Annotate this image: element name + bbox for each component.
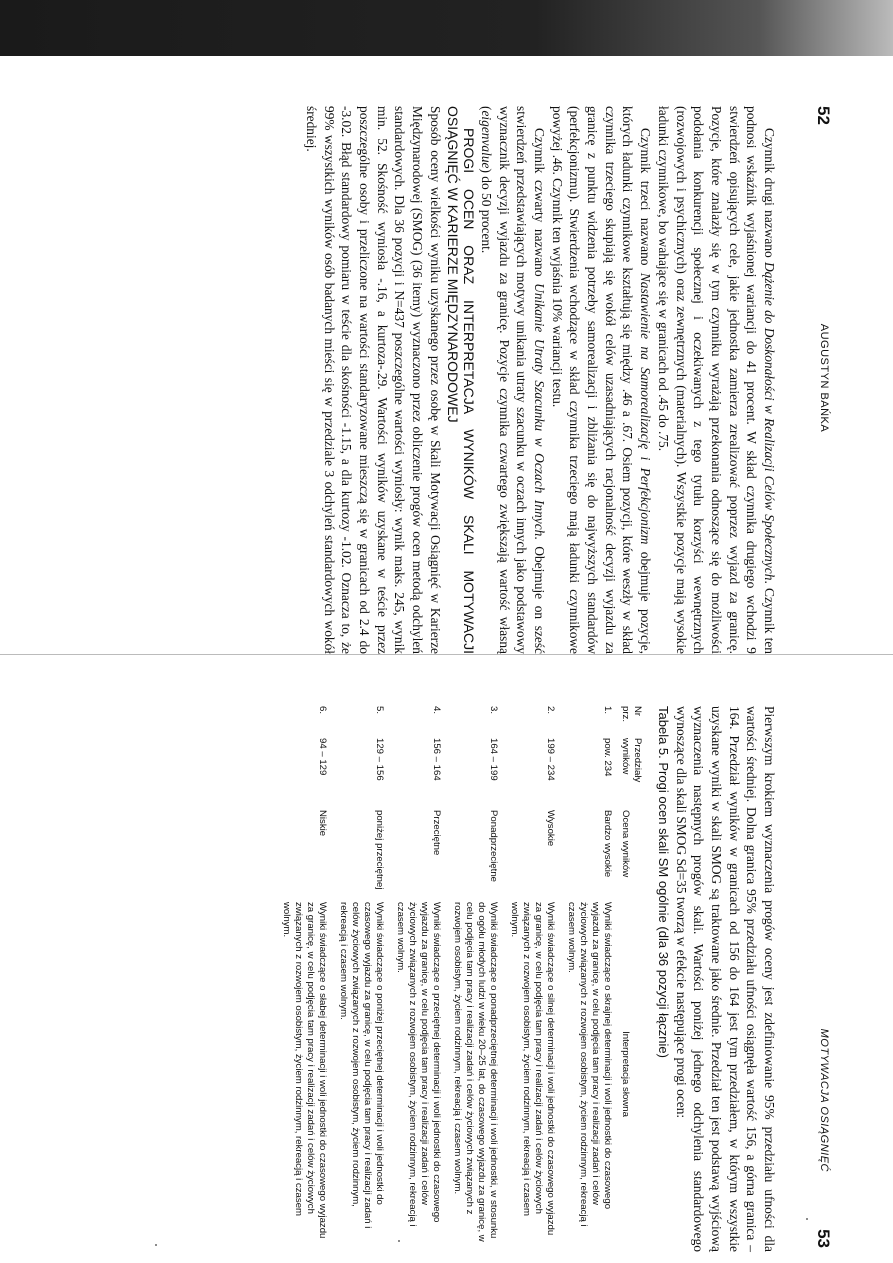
cell-nr: 1.	[602, 706, 614, 715]
cell-interpretation: Wyniki świadczące o silnej determinacji i woli jednostki do czasowego wyjazdu za granicę, w celu podjęcia tam pracy i realizacji zadań i celów życiowych związanych z rozwojem osobistym, życiem rodzinnym, rekreacją i czasem wolnym.	[509, 902, 557, 1236]
cell-range: 164 – 199	[488, 738, 500, 781]
cell-range: 94 – 129	[317, 738, 329, 776]
paragraph-scoring-method: Sposób oceny wielkości wyniku uzyskanego przez osobę w Skali Motywacji Osiągnięć w Karierze Międzynarodowej (SMOG) (36 itemy) wyznaczono przez obliczenie progów ocen metodą odchyleń standardowych. Dla 36 pozycji i N=437 poszczególne wartości wyniosły: wynik maks. 245, wynik min. 52. Skośność wyniosła -.16, a kurtoza-.29. Wartości wyników uzyskane w teście przez poszczególne osoby i przeliczone na wartości standaryzowane mieszczą się w granicach od 2.4 do -3.02. Błąd standardowy pomiaru w teście dla skośności -1.15, a dla kurtozy -1.02. Oznacza to, że 99% wszystkich wyników osób badanych mieści się w przedziale 3 odchyleń standardowych wokół średniej.	[303, 106, 443, 654]
right-running-head	[805, 692, 833, 1262]
cell-range: 156 – 164	[431, 738, 443, 781]
table-header-row	[613, 706, 643, 1252]
author-running-head: AUGUSTYN BAŃKA	[818, 323, 830, 433]
cell-ocena: Przeciętne	[431, 810, 443, 856]
thresholds-table	[271, 706, 643, 1252]
table-row	[328, 706, 385, 1252]
right-intro-text	[672, 706, 778, 1252]
cell-range: 129 – 156	[374, 738, 386, 781]
table-row	[499, 706, 556, 1252]
section-heading: PROGI OCEN ORAZ INTERPRETACJA WYNIKÓW SKALI MOTYWACJI OSIĄGNIĘĆ W KARIERZE MIĘDZYNARODOWEJ	[444, 106, 478, 654]
table-caption: Tabela 5. Progi ocen skali SM ogólnie (dla 36 pozycji łącznie)	[656, 706, 671, 1058]
cell-nr: 6.	[317, 706, 329, 715]
cell-nr: 2.	[545, 706, 557, 715]
scan-speck	[398, 1240, 400, 1242]
cell-range: pow. 234	[602, 738, 614, 777]
page-number-52: 52	[814, 106, 833, 125]
title-running-head: MOTYWACJA OSIĄGNIĘĆ	[818, 1028, 830, 1172]
left-running-head	[805, 92, 833, 664]
scan-shadow	[0, 0, 893, 56]
cell-ocena: Niskie	[317, 810, 329, 837]
paragraph-factor-four: Czynnik czwarty nazwano Unikanie Utraty Szacunku w Oczach Innych. Obejmuje on sześć stwierdzeń przedstawiających motywy unikania utraty szacunku w oczach innych jako podstawowy wyznacznik decyzji wyjazdu za granicę. Pozycje czynnika czwartego zwiększają wartość własną (eigenvalue) do 50 procent.	[479, 106, 548, 654]
paragraph-thresholds: Pierwszym krokiem wyznaczenia progów oceny jest zdefiniowanie 95% przedziału ufności dla wartości średniej. Dolna granica 95% przedziału ufności osiągnęła wartość 156, a górna granica – 164. Przedział wyników w granicach od 156 do 164 jest tym przedziałem, w którym wszystkie uzyskane wyniki w skali SMOG są traktowane jako średnie. Przedział ten jest podstawą wyjściową wyznaczenia następnych progów skali. Wartości poniżej jednego odchylenia standardowego wynoszące dla skali SMOG Sd=35 tworzą w efekcie następujące progi ocen:	[673, 706, 777, 1252]
table-row	[271, 706, 328, 1252]
scan-speck	[806, 1218, 808, 1220]
header-ocena: Ocena wyników	[620, 810, 632, 878]
cell-nr: 4.	[431, 706, 443, 715]
cell-ocena: poniżej przeciętnej	[374, 810, 386, 890]
thresholds-table-wrap	[271, 706, 643, 1252]
cell-ocena: Bardzo wysokie	[602, 810, 614, 878]
cell-ocena: Ponadprzeciętne	[488, 810, 500, 883]
cell-ocena: Wysokie	[545, 810, 557, 847]
header-nr: Nr prz.	[620, 706, 643, 722]
scan-speck	[155, 1244, 157, 1246]
page-number-53: 53	[814, 1229, 833, 1248]
paragraph-factor-three: Czynnik trzeci nazwano Nastawienie na Samorealizację i Perfekcjonizm obejmuje pozycje, których ładunki czynnikowe kształtują się między .46 a .67. Osiem pozycji, które weszły w skład czynnika trzeciego skupiają się wokół celów uzasadniających racjonalność decyzji wyjazdu za granicę z punktu widzenia potrzeby samorealizacji i zbliżania się do najwyższych standardów (perfekcjonizmu). Stwierdzenia wchodzące w skład czynnika trzeciego mają ładunki czynnikowe powyżej .46. Czynnik ten wyjaśnia 10% wariancji testu.	[549, 106, 654, 654]
cell-interpretation: Wyniki świadczące o poniżej przeciętnej determinacji i woli jednostki do czasowego wyjazdu za granicę, w celu podjęcia tam pracy i realizacji zadań i celów życiowych związanych z rozwojem osobistym, życiem rodzinnym, rekreacją i czasem wolnym.	[338, 902, 386, 1229]
table-row	[442, 706, 499, 1252]
table-row	[556, 706, 613, 1252]
left-page	[0, 92, 893, 664]
header-interpretation: Interpretacja słowna	[620, 1031, 632, 1117]
right-page	[0, 692, 893, 1262]
cell-interpretation: Wyniki świadczące o słabej determinacji i woli jednostki do czasowego wyjazdu za granicę, w celu podjęcia tam pracy i realizacji zadań i celów życiowych związanych z rozwojem osobistym, życiem rodzinnym, rekreacją i czasem wolnym.	[281, 902, 329, 1239]
cell-interpretation: Wyniki świadczące o przeciętnej determinacji i woli jednostki do czasowego wyjazdu za granicę, w celu podjęcia tam pracy i realizacji zadań i celów życiowych związanych z rozwojem osobistym, życiem rodzinnym, rekreacją i czasem wolnym.	[395, 902, 443, 1227]
header-range: Przedziały wyników	[620, 738, 643, 783]
cell-interpretation: Wyniki świadczące o skrajnej determinacji i woli jednostki do czasowego wyjazdu za granicę, w celu podjęcia tam pracy i realizacji zadań i celów życiowych związanych z rozwojem osobistym, życiem rodzinnym, rekreacją i czasem wolnym.	[566, 902, 614, 1227]
cell-nr: 3.	[488, 706, 500, 715]
left-body-text	[302, 106, 778, 654]
cell-nr: 5.	[374, 706, 386, 715]
cell-range: 199 – 234	[545, 738, 557, 781]
rotated-spread	[0, 92, 893, 1262]
cell-interpretation: Wyniki świadczące o ponadprzeciętnej determinacji i woli jednostki, w stosunku do ogółu młodych ludzi w wieku 20–25 lat, do czasowego wyjazdu za granicę, w celu podjęcia tam pracy i realizacji zadań i celów życiowych związanych z rozwojem osobistym, życiem rodzinnym, rekreacją i czasem wolnym.	[452, 902, 500, 1242]
paragraph-factor-two: Czynnik drugi nazwano Dążenie do Doskonałości w Realizacji Celów Społecznych. Czynnik ten podnosi wskaźnik wyjaśnionej wariancji do 41 procent. W skład czynnika drugiego wchodzi 9 stwierdzeń opisujących cele, jakie jednostka zamierza zrealizować poprzez wyjazd za granicę. Pozycje, które znalazły się w tym czynniku wyrażają przekonania odnoszące się do możliwości podołania konkurencji społecznej i oczekiwanych z tego tytułu korzyści wewnętrznych (rozwojowych i psychicznych) oraz zewnętrznych (materialnych). Wszystkie pozycje mają wysokie ładunki czynnikowe, bo wahające się w granicach od .45 do .75.	[655, 106, 777, 654]
table-row	[385, 706, 442, 1252]
